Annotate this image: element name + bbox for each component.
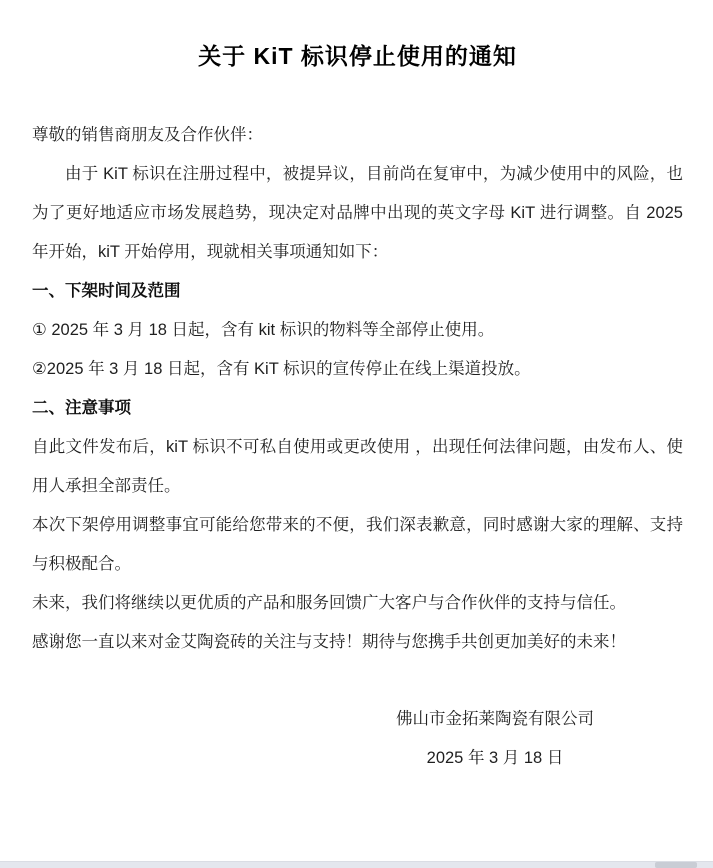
section2-paragraph-3: 未来，我们将继续以更优质的产品和服务回馈广大客户与合作伙伴的支持与信任。 bbox=[32, 594, 626, 612]
document-body bbox=[32, 116, 683, 778]
section1-item-1: ① 2025 年 3 月 18 日起，含有 kit 标识的物料等全部停止使用。 bbox=[32, 321, 495, 339]
greeting-line: 尊敬的销售商朋友及合作伙伴： bbox=[32, 126, 263, 144]
signature-date: 2025 年 3 月 18 日 bbox=[426, 749, 564, 767]
horizontal-scrollbar[interactable] bbox=[0, 861, 713, 868]
section2-heading: 二、注意事项 bbox=[32, 399, 131, 417]
section2-paragraph-1: 自此文件发布后，kiT 标识不可私自使用或更改使用 ，出现任何法律问题，由发布人、使用人承担全部责任。 bbox=[32, 438, 683, 495]
intro-paragraph: 由于 KiT 标识在注册过程中，被提异议，目前尚在复审中，为减少使用中的风险，也为了更好地适应市场发展趋势，现决定对品牌中出现的英文字母 KiT 进行调整。自 2025 年开始，kiT 开始停用，现就相关事项通知如下： bbox=[32, 165, 683, 261]
signature-company: 佛山市金拓莱陶瓷有限公司 bbox=[396, 710, 594, 728]
horizontal-scrollbar-thumb[interactable] bbox=[655, 862, 697, 868]
section2-paragraph-4: 感谢您一直以来对金艾陶瓷砖的关注与支持！期待与您携手共创更加美好的未来！ bbox=[32, 633, 626, 651]
section1-heading: 一、下架时间及范围 bbox=[32, 282, 181, 300]
section2-paragraph-2: 本次下架停用调整事宜可能给您带来的不便，我们深表歉意，同时感谢大家的理解、支持与积极配合。 bbox=[32, 516, 683, 573]
document-title: 关于 KiT 标识停止使用的通知 bbox=[198, 43, 517, 69]
section1-item-2: ②2025 年 3 月 18 日起，含有 KiT 标识的宣传停止在线上渠道投放。 bbox=[32, 360, 531, 378]
signature-block bbox=[355, 700, 635, 778]
